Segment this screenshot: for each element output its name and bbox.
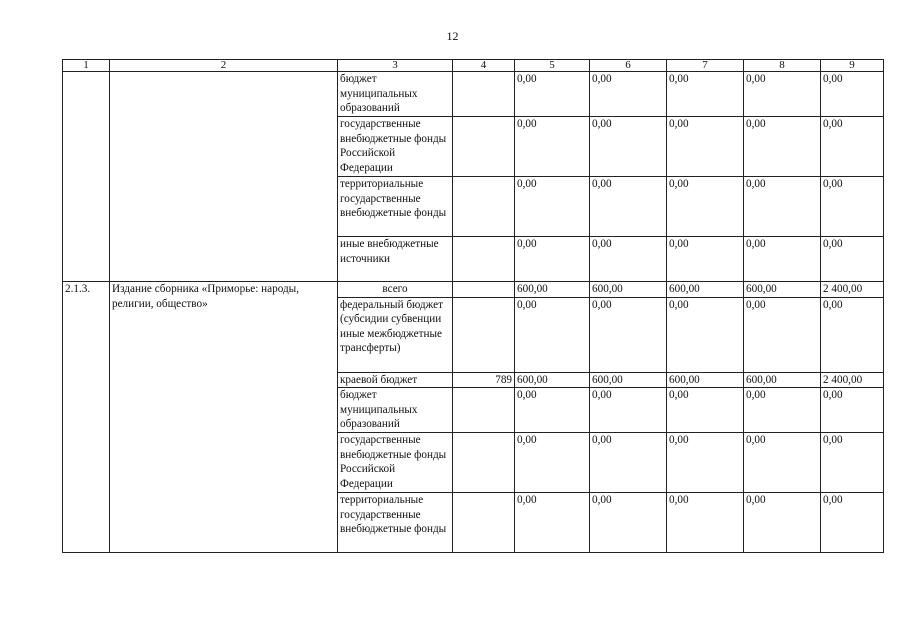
value-cell: 0,00 bbox=[744, 297, 821, 372]
value-cell: 0,00 bbox=[667, 433, 744, 493]
item-name-cell: Издание сборника «Приморье: народы, религии, общество» bbox=[110, 282, 338, 553]
value-cell: 2 400,00 bbox=[821, 372, 884, 388]
value-cell: 600,00 bbox=[667, 282, 744, 298]
value-cell: 0,00 bbox=[515, 493, 590, 553]
value-cell: 0,00 bbox=[744, 72, 821, 117]
source-cell: краевой бюджет bbox=[338, 372, 453, 388]
code-cell bbox=[453, 282, 515, 298]
value-cell: 0,00 bbox=[515, 72, 590, 117]
value-cell: 0,00 bbox=[590, 388, 667, 433]
value-cell: 0,00 bbox=[667, 237, 744, 282]
value-cell: 0,00 bbox=[744, 117, 821, 177]
value-cell: 0,00 bbox=[590, 117, 667, 177]
value-cell: 2 400,00 bbox=[821, 282, 884, 298]
value-cell: 600,00 bbox=[667, 372, 744, 388]
source-cell: территориальные государственные внебюджетные фонды bbox=[338, 493, 453, 553]
column-header-9: 9 bbox=[821, 60, 884, 72]
column-header-5: 5 bbox=[515, 60, 590, 72]
column-header-8: 8 bbox=[744, 60, 821, 72]
value-cell: 0,00 bbox=[515, 237, 590, 282]
code-cell: 789 bbox=[453, 372, 515, 388]
column-header-6: 6 bbox=[590, 60, 667, 72]
code-cell bbox=[453, 388, 515, 433]
source-cell: всего bbox=[338, 282, 453, 298]
code-cell bbox=[453, 117, 515, 177]
value-cell: 600,00 bbox=[590, 282, 667, 298]
source-cell: иные внебюджетные источники bbox=[338, 237, 453, 282]
value-cell: 0,00 bbox=[515, 433, 590, 493]
value-cell: 0,00 bbox=[515, 297, 590, 372]
column-header-3: 3 bbox=[338, 60, 453, 72]
source-cell: бюджет муниципальных образований bbox=[338, 388, 453, 433]
column-header-1: 1 bbox=[63, 60, 110, 72]
item-name-cell bbox=[110, 72, 338, 282]
value-cell: 0,00 bbox=[667, 388, 744, 433]
table-row bbox=[63, 282, 884, 298]
column-header-4: 4 bbox=[453, 60, 515, 72]
value-cell: 0,00 bbox=[667, 117, 744, 177]
value-cell: 0,00 bbox=[590, 297, 667, 372]
source-cell: территориальные государственные внебюджетные фонды bbox=[338, 177, 453, 237]
value-cell: 0,00 bbox=[744, 493, 821, 553]
value-cell: 0,00 bbox=[821, 72, 884, 117]
budget-table bbox=[62, 59, 884, 553]
table-row bbox=[63, 72, 884, 117]
value-cell: 0,00 bbox=[515, 388, 590, 433]
source-cell: бюджет муниципальных образований bbox=[338, 72, 453, 117]
value-cell: 0,00 bbox=[590, 72, 667, 117]
value-cell: 0,00 bbox=[821, 117, 884, 177]
value-cell: 0,00 bbox=[744, 237, 821, 282]
value-cell: 600,00 bbox=[515, 372, 590, 388]
value-cell: 0,00 bbox=[667, 297, 744, 372]
value-cell: 600,00 bbox=[590, 372, 667, 388]
value-cell: 0,00 bbox=[515, 177, 590, 237]
value-cell: 0,00 bbox=[744, 433, 821, 493]
value-cell: 0,00 bbox=[821, 297, 884, 372]
value-cell: 0,00 bbox=[667, 177, 744, 237]
value-cell: 600,00 bbox=[744, 372, 821, 388]
value-cell: 0,00 bbox=[667, 72, 744, 117]
value-cell: 600,00 bbox=[744, 282, 821, 298]
code-cell bbox=[453, 72, 515, 117]
value-cell: 600,00 bbox=[515, 282, 590, 298]
value-cell: 0,00 bbox=[744, 388, 821, 433]
source-cell: государственные внебюджетные фонды Российской Федерации bbox=[338, 433, 453, 493]
code-cell bbox=[453, 493, 515, 553]
column-header-7: 7 bbox=[667, 60, 744, 72]
code-cell bbox=[453, 177, 515, 237]
code-cell bbox=[453, 237, 515, 282]
value-cell: 0,00 bbox=[744, 177, 821, 237]
source-cell: федеральный бюджет (субсидии субвенции иные межбюджетные трансферты) bbox=[338, 297, 453, 372]
value-cell: 0,00 bbox=[590, 433, 667, 493]
source-cell: государственные внебюджетные фонды Российской Федерации bbox=[338, 117, 453, 177]
column-header-2: 2 bbox=[110, 60, 338, 72]
value-cell: 0,00 bbox=[515, 117, 590, 177]
value-cell: 0,00 bbox=[590, 237, 667, 282]
page-number: 12 bbox=[446, 29, 459, 43]
item-number-cell: 2.1.3. bbox=[63, 282, 110, 553]
value-cell: 0,00 bbox=[821, 493, 884, 553]
value-cell: 0,00 bbox=[590, 177, 667, 237]
value-cell: 0,00 bbox=[821, 177, 884, 237]
code-cell bbox=[453, 433, 515, 493]
item-number-cell bbox=[63, 72, 110, 282]
header-row bbox=[63, 60, 884, 72]
value-cell: 0,00 bbox=[667, 493, 744, 553]
value-cell: 0,00 bbox=[821, 433, 884, 493]
code-cell bbox=[453, 297, 515, 372]
value-cell: 0,00 bbox=[821, 237, 884, 282]
value-cell: 0,00 bbox=[821, 388, 884, 433]
value-cell: 0,00 bbox=[590, 493, 667, 553]
